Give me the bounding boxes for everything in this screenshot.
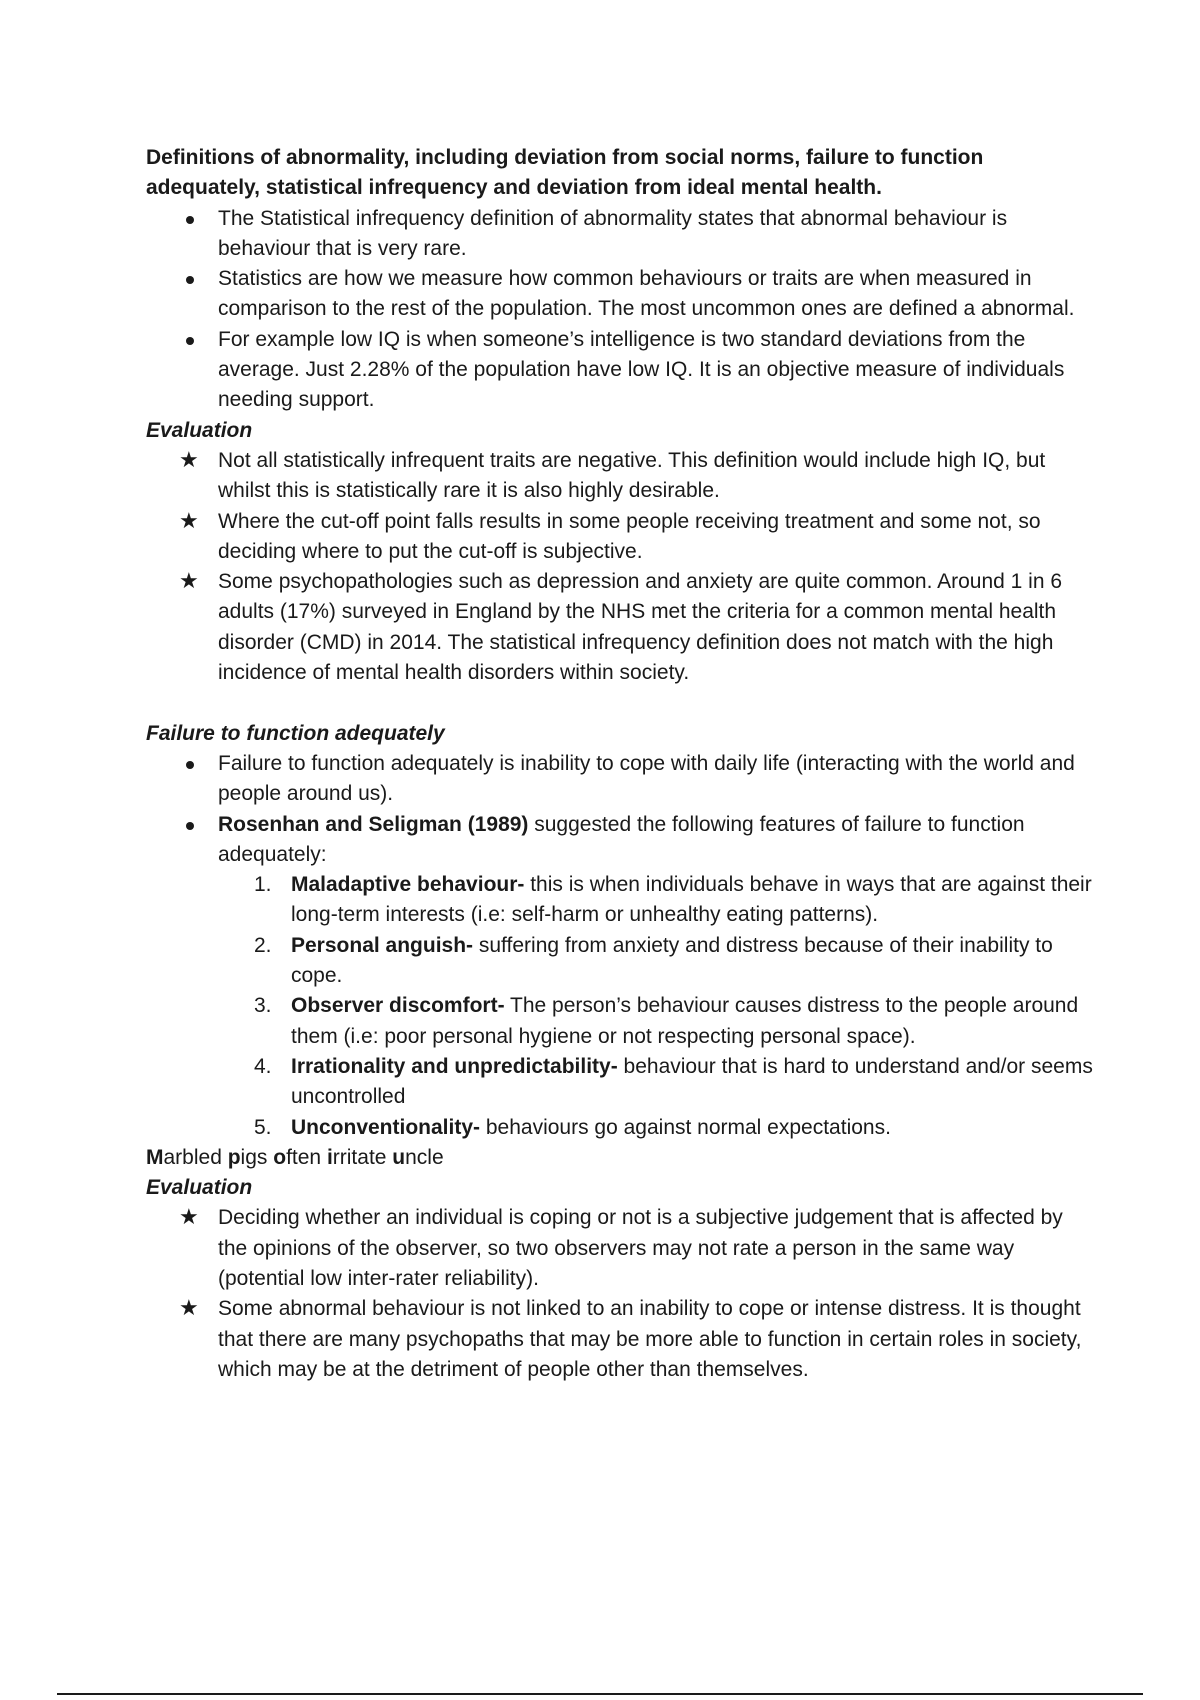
list-item: [146, 325, 1096, 416]
mnemonic-line: [146, 1143, 1096, 1173]
features-numbered-list: [146, 870, 1096, 1143]
feature-item: [146, 931, 1096, 992]
evaluation-item: [146, 567, 1096, 688]
evaluation-item: [146, 1294, 1096, 1385]
feature-number: 1.: [254, 873, 272, 897]
list-item: [146, 810, 1096, 871]
mnemonic-rest: ften: [286, 1145, 327, 1169]
page-title: Definitions of abnormality, including deviation from social norms, failure to function adequately, statistical infrequency and deviation from ideal mental health.: [146, 146, 984, 200]
evaluation-item-text: Some abnormal behaviour is not linked to an inability to cope or intense distress. It is thought that there are many psychopaths that may be more able to function in certain roles in society, which may be at the detriment of people other than themselves.: [218, 1297, 1082, 1381]
evaluation-item: [146, 446, 1096, 507]
evaluation-item-text: Some psychopathologies such as depression and anxiety are quite common. Around 1 in 6 adults (17%) surveyed in England by the NHS met the criteria for a common mental health disorder (CMD) in 2014. The statistical infrequency definition does not match with the high incidence of mental health disorders within society.: [218, 570, 1063, 685]
feature-text: behaviours go against normal expectations.: [480, 1115, 891, 1139]
evaluation-item: [146, 1203, 1096, 1294]
feature-term: Personal anguish-: [291, 933, 474, 957]
list-item-text: suggested the following features of failure to function adequately:: [218, 812, 1025, 866]
feature-item: [146, 991, 1096, 1052]
document-page: [146, 143, 1096, 1385]
star-icon: ★: [179, 447, 199, 473]
star-icon: ★: [179, 569, 199, 595]
mnemonic-initial: p: [227, 1145, 241, 1169]
evaluation-heading: Evaluation: [146, 1176, 253, 1200]
feature-item: [146, 1113, 1096, 1143]
failure-bullet-list: [146, 749, 1096, 870]
mnemonic-initial: o: [273, 1145, 287, 1169]
evaluation-item-text: Not all statistically infrequent traits are negative. This definition would include high IQ, but whilst this is statistically rare it is also highly desirable.: [218, 448, 1046, 503]
section-spacer: [146, 688, 1096, 718]
list-item: [146, 204, 1096, 265]
statistical-bullet-list: [146, 204, 1096, 416]
feature-term: Maladaptive behaviour-: [291, 873, 525, 897]
feature-number: 4.: [254, 1054, 272, 1078]
list-item: [146, 264, 1096, 325]
evaluation-item: [146, 507, 1096, 568]
list-item-text: The Statistical infrequency definition of abnormality states that abnormal behaviour is behaviour that is very rare.: [218, 206, 1008, 260]
star-icon: ★: [179, 1205, 199, 1231]
mnemonic-rest: ncle: [405, 1145, 444, 1169]
mnemonic-initial: u: [392, 1145, 406, 1169]
list-item: [146, 749, 1096, 810]
feature-item: [146, 870, 1096, 931]
bullet-dot-icon: [186, 822, 194, 830]
bullet-dot-icon: [186, 337, 194, 345]
list-item-text: Statistics are how we measure how common behaviours or traits are when measured in comparison to the rest of the population. The most uncommon ones are defined a abnormal.: [218, 267, 1075, 321]
mnemonic-initial: M: [146, 1145, 164, 1169]
list-item-text: For example low IQ is when someone’s intelligence is two standard deviations from the average. Just 2.28% of the population have low IQ. It is an objective measure of individuals needing support.: [218, 327, 1065, 412]
evaluation-heading: Evaluation: [146, 418, 253, 442]
failure-evaluation-list: [146, 1203, 1096, 1385]
evaluation-item-text: Deciding whether an individual is coping or not is a subjective judgement that is affected by the opinions of the observer, so two observers may not rate a person in the same way (potential low inter-rater reliability).: [218, 1206, 1063, 1290]
feature-number: 2.: [254, 933, 272, 957]
bullet-dot-icon: [186, 761, 194, 769]
bullet-dot-icon: [186, 276, 194, 284]
feature-text: behaviour that is hard to understand and/or seems uncontrolled: [291, 1054, 1093, 1109]
star-icon: ★: [179, 1296, 199, 1322]
evaluation-item-text: Where the cut-off point falls results in some people receiving treatment and some not, so deciding where to put the cut-off is subjective.: [218, 509, 1041, 563]
list-item-text: Failure to function adequately is inability to cope with daily life (interacting with the world and people around us).: [218, 751, 1075, 806]
feature-text: The person’s behaviour causes distress to the people around them (i.e: poor personal hygiene or not respecting personal space).: [291, 994, 1079, 1048]
feature-text: suffering from anxiety and distress because of their inability to cope.: [291, 933, 1053, 988]
citation: Rosenhan and Seligman (1989): [218, 812, 529, 836]
statistical-evaluation-list: [146, 446, 1096, 688]
mnemonic-rest: arbled: [163, 1145, 228, 1169]
failure-section-heading: Failure to function adequately: [146, 721, 445, 745]
feature-term: Unconventionality-: [291, 1115, 481, 1139]
feature-term: Observer discomfort-: [291, 994, 505, 1018]
star-icon: ★: [179, 508, 199, 534]
feature-number: 3.: [254, 994, 272, 1018]
feature-term: Irrationality and unpredictability-: [291, 1054, 618, 1078]
mnemonic-rest: igs: [240, 1145, 274, 1169]
mnemonic-initial: i: [326, 1145, 333, 1169]
bullet-dot-icon: [186, 216, 194, 224]
feature-item: [146, 1052, 1096, 1113]
page-bottom-rule: [57, 1693, 1143, 1695]
mnemonic-rest: rritate: [332, 1145, 393, 1169]
feature-number: 5.: [254, 1115, 272, 1139]
feature-text: this is when individuals behave in ways that are against their long-term interests (i.e: self-harm or unhealthy eating patterns).: [291, 873, 1092, 927]
